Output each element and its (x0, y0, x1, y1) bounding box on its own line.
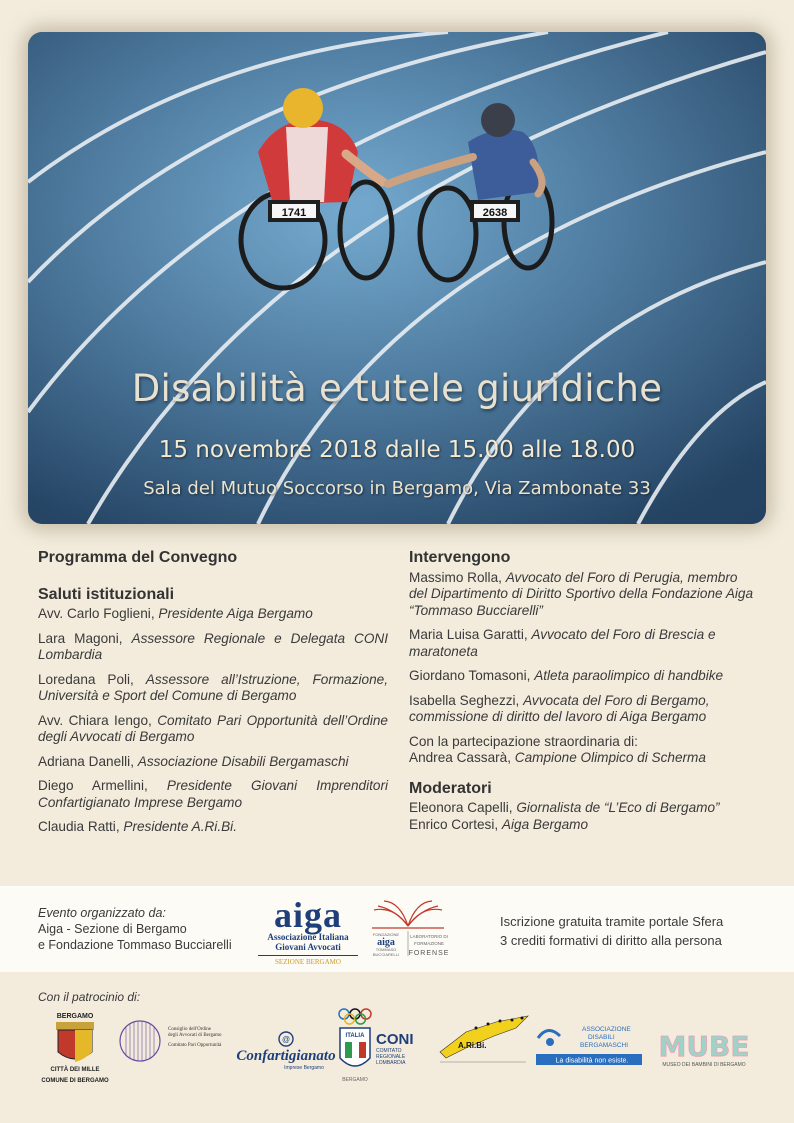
adb-icon (534, 1022, 644, 1068)
registration-line: Iscrizione gratuita tramite portale Sfera (500, 914, 724, 929)
saluti-item (38, 754, 388, 771)
coni-wordmark: CONI (376, 1031, 414, 1048)
speaker-role: Giornalista de “L’Eco di Bergamo” (516, 800, 720, 815)
mube-logo (650, 1028, 758, 1070)
special-intro: Con la partecipazione straordinaria di: (409, 733, 638, 749)
saluti-item (38, 713, 388, 746)
ordine-text: Consiglio dell'Ordine (168, 1027, 211, 1032)
speaker-role: Presidente Aiga Bergamo (158, 606, 313, 621)
speaker-role: Assessore all’Istruzione, Formazione, Università e Sport del Comune di Bergamo (38, 671, 388, 703)
organizer-line: Aiga - Sezione di Bergamo (38, 922, 187, 936)
event-date: 15 novembre 2018 dalle 15.00 alle 18.00 (158, 437, 636, 463)
speaker-item (409, 693, 759, 726)
speaker-role-extra: commissione di diritto del lavoro di Aiga Bergamo (409, 709, 707, 724)
mube-icon (650, 1028, 758, 1070)
aiga-logo (258, 895, 358, 966)
event-title: Disabilità e tutele giuridiche (131, 367, 663, 410)
lab-text: BUCCIARELLI (372, 952, 400, 957)
registration-line: 3 crediti formativi di diritto alla persona (500, 933, 722, 948)
adb-text: BERGAMASCHI (580, 1042, 629, 1049)
laboratorio-logo (366, 898, 450, 968)
speaker-name: Isabella Seghezzi, (409, 692, 524, 708)
speaker-name: Eleonora Capelli, (409, 800, 517, 815)
speaker-name: Maria Luisa Garatti, (409, 627, 532, 642)
lab-forense: FORENSE (408, 950, 450, 957)
speaker-name: Andrea Cassarà, (409, 750, 515, 765)
speaker-role: Comitato Pari Opportunità dell’Ordine degli Avvocati di Bergamo (38, 712, 388, 744)
mube-wordmark: MUBE (658, 1030, 750, 1063)
speaker-role: Atleta paraolimpico di handbike (534, 668, 724, 683)
speaker-name: Lara Magoni, (38, 630, 132, 646)
book-icon (366, 898, 450, 968)
speaker-name: Adriana Danelli, (38, 753, 138, 769)
confartigianato-icon (234, 1030, 338, 1074)
mube-sub: MUSEO DEI BAMBINI DI BERGAMO (662, 1062, 746, 1068)
ordine-emblem-icon (118, 1016, 236, 1066)
speaker-role: Associazione Disabili Bergamaschi (137, 753, 349, 769)
coni-bottom: BERGAMO (342, 1077, 368, 1083)
saluti-item (38, 778, 388, 811)
coni-logo (336, 1006, 430, 1086)
lab-text: TOMMASO (375, 947, 397, 952)
ordine-avvocati-logo (118, 1016, 236, 1066)
moderators-title: Moderatori (409, 779, 492, 797)
program-title: Programma del Convegno (38, 549, 238, 566)
organizer-line: e Fondazione Tommaso Bucciarelli (38, 938, 232, 952)
saluti-item (38, 819, 388, 836)
coni-sub: COMITATO (376, 1048, 402, 1054)
comune-mid: CITTÀ DEI MILLE (50, 1067, 100, 1073)
aiga-sub: Associazione Italiana (267, 932, 349, 942)
saluti-item (38, 672, 388, 705)
speaker-role: Avvocato del Foro di Brescia e maratoneta (409, 627, 716, 659)
comune-top: BERGAMO (56, 1013, 94, 1020)
aiga-wordmark: aiga (273, 895, 342, 935)
speakers-title: Intervengono (409, 549, 511, 566)
speaker-name: Massimo Rolla, (409, 569, 506, 585)
coni-sub: REGIONALE (376, 1054, 406, 1060)
speaker-item (409, 570, 759, 620)
lab-aiga: aiga (377, 937, 395, 948)
speaker-item (409, 627, 759, 660)
comune-bergamo-logo (38, 1006, 112, 1086)
speaker-role: Avvocato del Foro di Perugia, membro del Dipartimento di Diritto Sportivo della Fondazione Aiga “Tommaso Bucciarelli” (409, 569, 754, 618)
ordine-text: Comitato Pari Opportunità (168, 1043, 222, 1048)
svg-text:@: @ (281, 1035, 291, 1044)
moderator-item (409, 817, 759, 834)
crest-icon (38, 1006, 112, 1086)
speaker-role: Assessore Regionale e Delegata CONI Lombardia (38, 630, 388, 662)
event-venue: Sala del Mutuo Soccorso in Bergamo, Via Zambonate 33 (143, 478, 651, 499)
speaker-role: Campione Olimpico di Scherma (514, 750, 706, 765)
moderator-item (409, 800, 759, 817)
organizer-info (38, 905, 232, 953)
saluti-item (38, 606, 388, 623)
aiga-sezione: SEZIONE BERGAMO (258, 955, 358, 966)
lab-text: LABORATORIO DI (410, 934, 448, 939)
special-guest (409, 734, 759, 767)
bib-right: 2638 (482, 207, 508, 219)
saluti-title: Saluti istituzionali (38, 585, 175, 603)
speaker-name: Avv. Chiara Iengo, (38, 712, 158, 728)
speaker-role: Aiga Bergamo (501, 816, 589, 832)
organizer-label: Evento organizzato da: (38, 906, 166, 920)
adb-text: ASSOCIAZIONE (582, 1026, 631, 1033)
confart-wordmark: Confartigianato (236, 1048, 336, 1064)
confartigianato-logo (234, 1030, 338, 1074)
saluti-item (38, 631, 388, 664)
aribi-logo (436, 1012, 530, 1070)
speaker-name: Loredana Poli, (38, 671, 146, 687)
speaker-name: Diego Armellini, (38, 778, 167, 793)
aribi-wordmark: A.Ri.Bi. (458, 1041, 487, 1050)
ordine-text: degli Avvocati di Bergamo (168, 1033, 222, 1038)
speaker-role: Presidente Giovani Imprenditori Confartigianato Imprese Bergamo (38, 778, 388, 810)
coni-sub: LOMBARDIA (376, 1060, 406, 1066)
speaker-name: Enrico Cortesi, (409, 816, 502, 832)
aribi-icon (436, 1012, 530, 1070)
italia-text: ITALIA (345, 1033, 365, 1039)
confart-sub: Imprese Bergamo (284, 1065, 324, 1071)
adb-logo (534, 1022, 644, 1068)
program-column (38, 550, 388, 844)
adb-slogan: La disabilità non esiste. (555, 1057, 629, 1065)
adb-text: DISABILI (588, 1034, 615, 1041)
speaker-name: Giordano Tomasoni, (409, 668, 535, 683)
speaker-name: Avv. Carlo Foglieni, (38, 606, 159, 621)
hero-banner (28, 32, 766, 524)
speaker-name: Claudia Ratti, (38, 819, 124, 834)
registration-info (500, 912, 723, 950)
speaker-role: Presidente A.Ri.Bi. (123, 819, 237, 834)
lab-text: FONDAZIONE (372, 932, 400, 937)
lab-text: FORMAZIONE (414, 941, 444, 946)
comune-bottom: COMUNE DI BERGAMO (41, 1078, 109, 1084)
speakers-column (409, 550, 759, 833)
speaker-item (409, 668, 759, 685)
coni-icon (336, 1006, 430, 1086)
speaker-role: Avvocata del Foro di Bergamo, (523, 692, 710, 708)
bib-left: 1741 (281, 207, 307, 219)
patronage-label: Con il patrocinio di: (38, 990, 141, 1004)
aiga-sub: Giovani Avvocati (275, 942, 341, 952)
